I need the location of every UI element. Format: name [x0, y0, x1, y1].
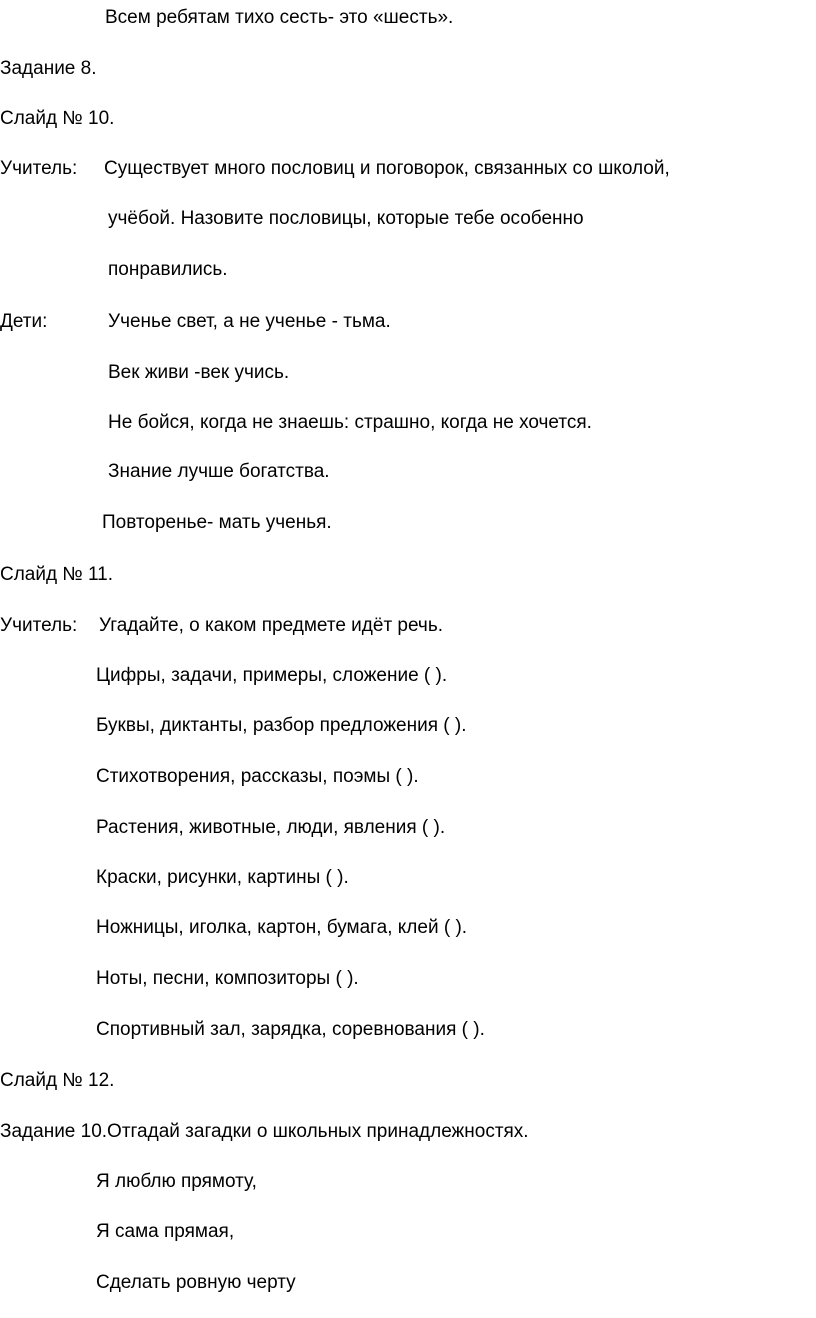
speaker-children-label: Дети:: [0, 311, 48, 332]
proverb-line: Век живи -век учись.: [108, 362, 290, 383]
text-line: понравились.: [108, 259, 228, 280]
task-heading: Задание 10.Отгадай загадки о школьных принадлежностях.: [0, 1121, 529, 1142]
proverb-line: Ученье свет, а не ученье - тьма.: [108, 311, 391, 332]
proverb-line: Знание лучше богатства.: [108, 461, 330, 482]
text-line: Угадайте, о каком предмете идёт речь.: [99, 615, 444, 636]
speaker-teacher-label: Учитель:: [0, 615, 78, 636]
slide-heading: Слайд № 12.: [0, 1070, 115, 1091]
riddle-line: Спортивный зал, зарядка, соревнования ( ).: [96, 1019, 485, 1040]
text-line: Существует много пословиц и поговорок, связанных со школой,: [104, 158, 670, 179]
proverb-line: Не бойся, когда не знаешь: страшно, когда не хочется.: [108, 412, 592, 433]
slide-heading: Слайд № 11.: [0, 564, 114, 585]
riddle-line: Растения, животные, люди, явления ( ).: [96, 817, 446, 838]
text-line: Всем ребятам тихо сесть- это «шесть».: [105, 7, 454, 28]
riddle-line: Цифры, задачи, примеры, сложение ( ).: [96, 665, 448, 686]
poem-line: Я люблю прямоту,: [96, 1171, 257, 1192]
riddle-line: Ножницы, иголка, картон, бумага, клей ( ).: [96, 917, 468, 938]
poem-line: Я сама прямая,: [96, 1221, 235, 1242]
text-line: учёбой. Назовите пословицы, которые тебе особенно: [108, 208, 584, 229]
riddle-line: Ноты, песни, композиторы ( ).: [96, 968, 359, 989]
riddle-line: Стихотворения, рассказы, поэмы ( ).: [96, 766, 419, 787]
task-heading: Задание 8.: [0, 58, 97, 79]
slide-heading: Слайд № 10.: [0, 108, 115, 129]
proverb-line: Повторенье- мать ученья.: [102, 512, 332, 533]
speaker-teacher-label: Учитель:: [0, 158, 78, 179]
riddle-line: Буквы, диктанты, разбор предложения ( ).: [96, 715, 467, 736]
poem-line: Сделать ровную черту: [96, 1272, 296, 1293]
riddle-line: Краски, рисунки, картины ( ).: [96, 867, 349, 888]
